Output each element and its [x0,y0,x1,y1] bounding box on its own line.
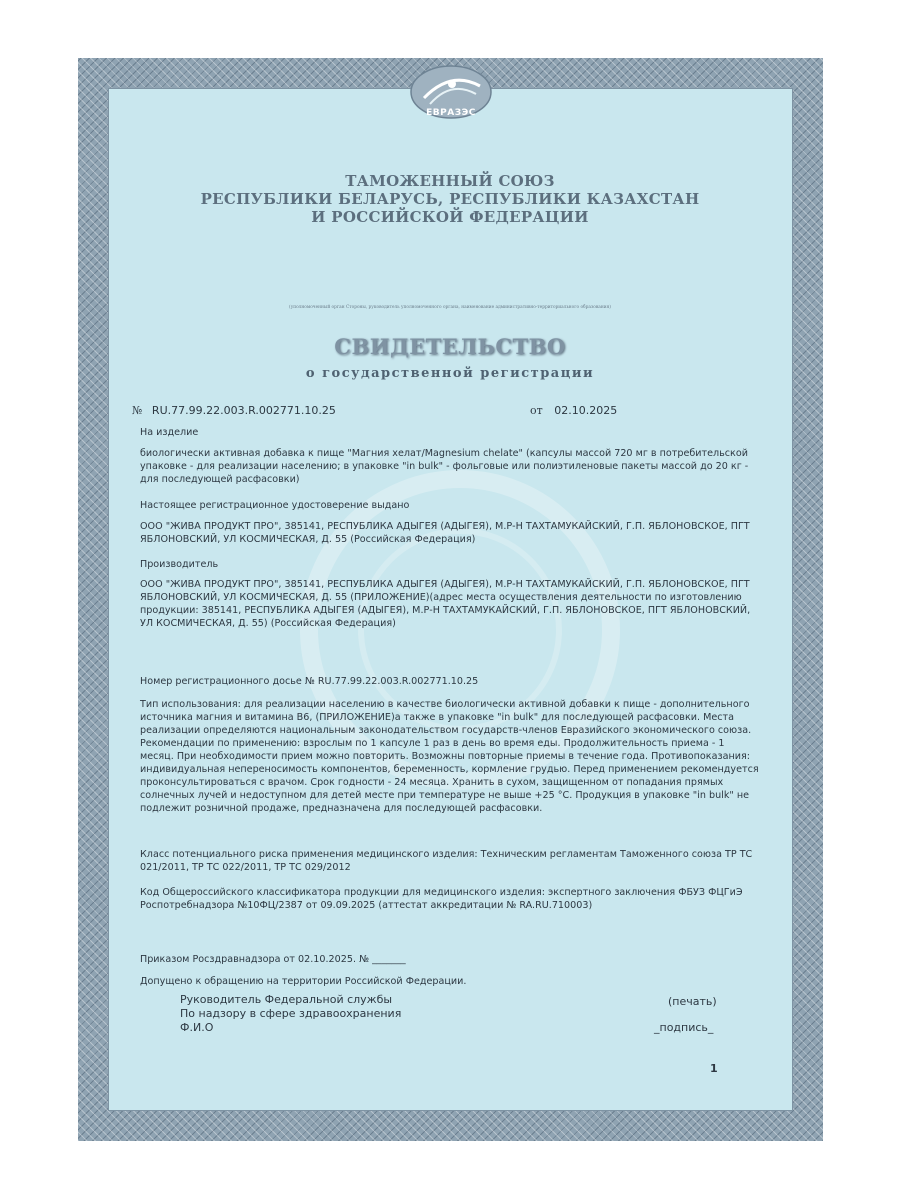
number-symbol: № [132,404,143,417]
page-number: 1 [710,1062,718,1075]
registration-date: 02.10.2025 [554,404,618,417]
dossier-number: Номер регистрационного досье № RU.77.99.22.003.R.002771.10.25 [140,676,479,687]
date-prefix: от [530,404,543,417]
manufacturer-label: Производитель [140,559,219,570]
emblem-label: ЕВРАЗЭС [426,108,476,118]
certificate-title: СВИДЕТЕЛЬСТВО [334,334,566,359]
eurasec-emblem [406,64,496,126]
signatory-title-line-2: По надзору в сфере здравоохранения [180,1007,402,1020]
issued-to-label: Настоящее регистрационное удостоверение выдано [140,500,410,511]
authorized-organ-caption: (уполномоченный орган Стороны, руководитель уполномоченного органа, наименование административно-территориального образования) [289,305,611,310]
header-line-1: ТАМОЖЕННЫЙ СОЮЗ [345,172,555,190]
admitted-line: Допущено к обращению на территории Российской Федерации. [140,976,467,987]
registration-date-line [530,404,617,417]
certificate-subtitle: о государственной регистрации [305,366,595,381]
risk-class: Класс потенциального риска применения медицинского изделия: Техническим регламентам Таможенного союза ТР ТС 021/2011, ТР ТС 022/2011, ТР ТС 029/2012 [140,849,753,873]
issued-to-details: ООО "ЖИВА ПРОДУКТ ПРО", 385141, РЕСПУБЛИКА АДЫГЕЯ (АДЫГЕЯ), М.Р-Н ТАХТАМУКАЙСКИЙ, Г.П. ЯБЛОНОВСКОЕ, ПГТ ЯБЛОНОВСКИЙ, УЛ КОСМИЧЕСКАЯ, Д. 55 (Российская Федерация) [140,521,750,545]
signatory-name: Ф.И.О [180,1021,214,1034]
registration-number-line [132,404,336,417]
product-label: На изделие [140,427,199,438]
registration-number: RU.77.99.22.003.R.002771.10.25 [151,404,336,417]
order-line: Приказом Росздравнадзора от 02.10.2025. № _______ [140,954,406,965]
stamp-placeholder: (печать) [668,995,717,1008]
product-description: биологически активная добавка к пище "Магния хелат/Magnesium chelate" (капсулы массой 720 мг в потребительской упаковке - для реализации населению; в упаковке "in bulk" - фольговые или полиэтиленовые пакеты массой до 20 кг - для последующей расфасовки) [140,448,749,485]
usage-description: Тип использования: для реализации населению в качестве биологически активной добавки к пище - дополнительного источника магния и витамина В6, (ПРИЛОЖЕНИЕ)а также в упаковке "in bulk" для последующей расфасовки. Места реализации определяются национальным законодательством государств-членов Евразийского экономического союза. Рекомендации по применению: взрослым по 1 капсуле 1 раз в день во время еды. Продолжительность приема - 1 месяц. При необходимости прием можно повторить. Возможны повторные приемы в течение года. Противопоказания: индивидуальная непереносимость компонентов, беременность, кормление грудью. Перед применением рекомендуется проконсультироваться с врачом. Срок годности - 24 месяца. Хранить в сухом, защищенном от попадания прямых солнечных лучей и недоступном для детей месте при температуре не выше +25 °С. Продукция в упаковке "in bulk" не подлежит розничной продаже, предназначена для последующей расфасовки. [140,699,759,814]
header-line-3: И РОССИЙСКОЙ ФЕДЕРАЦИИ [311,208,589,226]
manufacturer-details: ООО "ЖИВА ПРОДУКТ ПРО", 385141, РЕСПУБЛИКА АДЫГЕЯ (АДЫГЕЯ), М.Р-Н ТАХТАМУКАЙСКИЙ, Г.П. ЯБЛОНОВСКОЕ, ПГТ ЯБЛОНОВСКИЙ, УЛ КОСМИЧЕСКАЯ, Д. 55 (ПРИЛОЖЕНИЕ)(адрес места осуществления деятельности по изготовлению продукции: 385141, РЕСПУБЛИКА АДЫГЕЯ (АДЫГЕЯ), М.Р-Н ТАХТАМУКАЙСКИЙ, Г.П. ЯБЛОНОВСКОЕ, ПГТ ЯБЛОНОВСКИЙ, УЛ КОСМИЧЕСКАЯ, Д. 55) (Российская Федерация) [140,579,751,629]
signatory-title-line-1: Руководитель Федеральной службы [180,993,393,1006]
header-line-2: РЕСПУБЛИКИ БЕЛАРУСЬ, РЕСПУБЛИКИ КАЗАХСТАН [200,190,700,208]
okp-code: Код Общероссийского классификатора продукции для медицинского изделия: экспертного заключения ФБУЗ ФЦГиЭ Роспотребнадзора №10ФЦ/2387 от 09.09.2025 (аттестат аккредитации № RA.RU.710003) [140,887,743,911]
signature-placeholder: _подпись_ [654,1021,714,1034]
